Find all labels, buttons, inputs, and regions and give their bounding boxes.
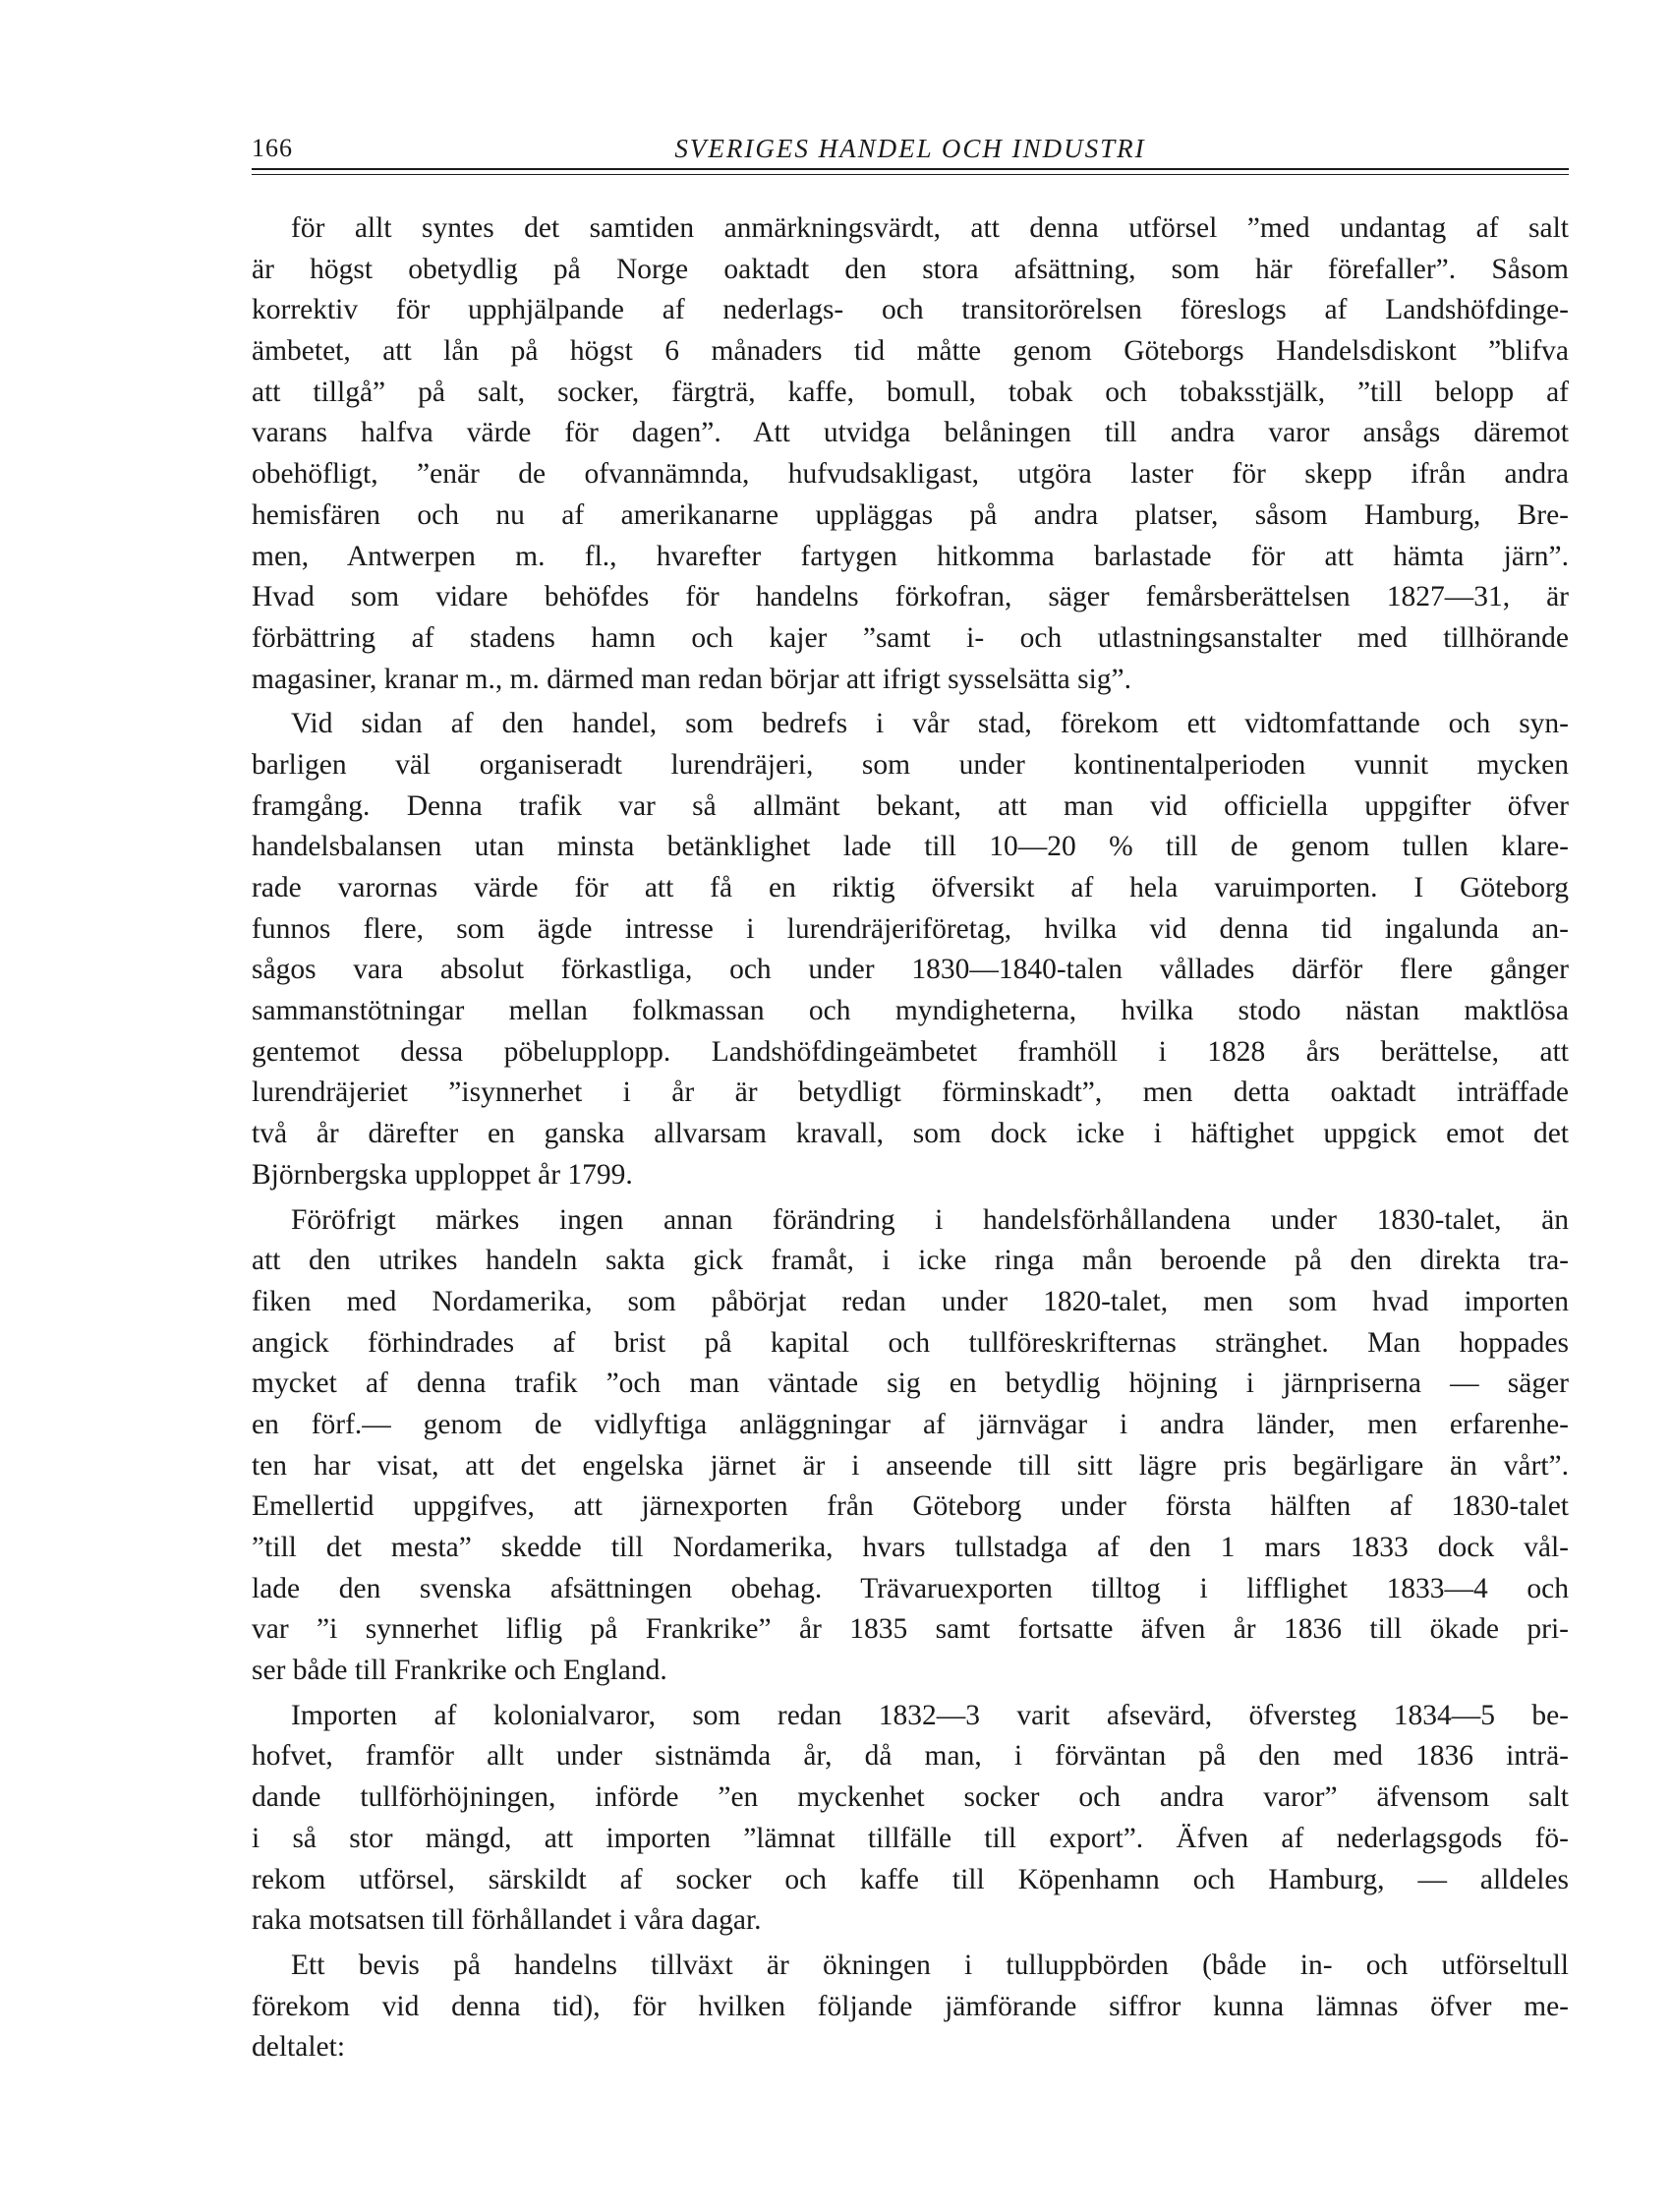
text-line: mycket af denna trafik ”och man väntade sig en betydlig höjning i järnpriserna — säger [252, 1368, 1569, 1400]
running-title: SVERIGES HANDEL OCH INDUSTRI [674, 134, 1146, 163]
text-line: fiken med Nordamerika, som påbörjat redan under 1820-talet, men som hvad importen [252, 1285, 1569, 1317]
text-line: för allt syntes det samtiden anmärkningsvärdt, att denna utförsel ”med undantag af salt [291, 212, 1569, 244]
page-number: 166 [252, 134, 293, 162]
paragraph [252, 704, 1569, 1195]
text-line: Hvad som vidare behöfdes för handelns förkofran, säger femårsberättelsen 1827—31, är [252, 581, 1569, 613]
text-line: deltalet: [252, 2031, 346, 2064]
text-line: rekom utförsel, särskildt af socker och kaffe till Köpenhamn och Hamburg, — alldeles [252, 1863, 1569, 1895]
paragraph [252, 1696, 1569, 1942]
text-line: sammanstötningar mellan folkmassan och myndigheterna, hvilka stodo nästan maktlösa [252, 995, 1569, 1027]
text-line: ser både till Frankrike och England. [252, 1655, 667, 1687]
paragraph [252, 1200, 1569, 1692]
text-line: Emellertid uppgifves, att järnexporten från Göteborg under första hälften af 1830-talet [252, 1490, 1569, 1523]
text-line: funnos flere, som ägde intresse i lurendräjeriföretag, hvilka vid denna tid ingalunda an- [252, 912, 1569, 945]
text-line: två år därefter en ganska allvarsam kravall, som dock icke i häftighet uppgick emot det [252, 1118, 1569, 1150]
text-line: Björnbergska upploppet år 1799. [252, 1158, 633, 1191]
header-rule-thick [252, 168, 1569, 170]
text-line: förekom vid denna tid), för hvilken följande jämförande siffror kunna lämnas öfver me- [252, 1990, 1569, 2022]
text-line: Ett bevis på handelns tillväxt är ökningen i tulluppbörden (både in- och utförseltull [291, 1949, 1569, 1981]
text-line: framgång. Denna trafik var så allmänt bekant, att man vid officiella uppgifter öfver [252, 789, 1569, 822]
text-line: hofvet, framför allt under sistnämda år, då man, i förväntan på den med 1836 inträ- [252, 1740, 1569, 1773]
text-line: lurendräjeriet ”isynnerhet i år är betydligt förminskadt”, men detta oaktadt inträffade [252, 1077, 1569, 1109]
text-line: ämbetet, att lån på högst 6 månaders tid måtte genom Göteborgs Handelsdiskont ”blifva [252, 335, 1569, 368]
text-line: i så stor mängd, att importen ”lämnat tillfälle till export”. Äfven af nederlagsgods fö- [252, 1822, 1569, 1854]
text-line: är högst obetydlig på Norge oaktadt den stora afsättning, som här förefaller”. Såsom [252, 253, 1569, 285]
text-line: magasiner, kranar m., m. därmed man redan börjar att ifrigt sysselsätta sig”. [252, 663, 1131, 695]
text-line: barligen väl organiseradt lurendräjeri, som under kontinentalperioden vunnit mycken [252, 748, 1569, 781]
paragraph [252, 208, 1569, 700]
text-line: rade varornas värde för att få en riktig öfversikt af hela varuimporten. I Göteborg [252, 872, 1569, 903]
text-line: obehöfligt, ”enär de ofvannämnda, hufvudsakligast, utgöra laster för skepp ifrån andra [252, 458, 1569, 491]
text-line: hemisfären och nu af amerikanarne uppläggas på andra platser, såsom Hamburg, Bre- [252, 498, 1569, 531]
text-line: dande tullförhöjningen, införde ”en myckenhet socker och andra varor” äfvensom salt [252, 1781, 1569, 1814]
text-line: en förf.— genom de vidlyftiga anläggningar af järnvägar i andra länder, men erfarenhe- [252, 1408, 1569, 1440]
text-line: handelsbalansen utan minsta betänklighet lade till 10—20 % till de genom tullen klare- [252, 831, 1569, 863]
text-line: men, Antwerpen m. fl., hvarefter fartygen hitkomma barlastade för att hämta järn”. [252, 540, 1569, 572]
text-line: angick förhindrades af brist på kapital och tullföreskrifternas stränghet. Man hoppades [252, 1326, 1569, 1359]
text-line: Importen af kolonialvaror, som redan 1832—3 varit afsevärd, öfversteg 1834—5 be- [291, 1699, 1569, 1731]
text-line: korrektiv för upphjälpande af nederlags- och transitorörelsen föreslogs af Landshöfdinge- [252, 294, 1569, 326]
text-line: varans halfva värde för dagen”. Att utvidga belåningen till andra varor ansågs däremot [252, 417, 1569, 449]
text-line: sågos vara absolut förkastliga, och under 1830—1840-talen vållades därför flere gånger [252, 954, 1569, 986]
text-line: ”till det mesta” skedde till Nordamerika, hvars tullstadga af den 1 mars 1833 dock vål- [252, 1532, 1569, 1563]
paragraph [252, 1946, 1569, 2068]
body-text [252, 208, 1569, 2068]
text-line: lade den svenska afsättningen obehag. Trävaruexporten tilltog i lifflighet 1833—4 och [252, 1572, 1569, 1604]
text-line: förbättring af stadens hamn och kajer ”samt i- och utlastningsanstalter med tillhörande [252, 621, 1569, 654]
text-line: ten har visat, att det engelska järnet är i anseende till sitt lägre pris begärligare än vårt”. [252, 1449, 1569, 1482]
text-line: Vid sidan af den handel, som bedrefs i vår stad, förekom ett vidtomfattande och syn- [291, 708, 1569, 740]
text-line: var ”i synnerhet liflig på Frankrike” år 1835 samt fortsatte äfven år 1836 till ökade pri- [252, 1613, 1569, 1646]
running-head [252, 126, 1569, 165]
header-rule-thin [252, 174, 1569, 175]
text-line: Föröfrigt märkes ingen annan förändring i handelsförhållandena under 1830-talet, än [291, 1203, 1569, 1236]
text-line: att tillgå” på salt, socker, färgträ, kaffe, bomull, tobak och tobaksstjälk, ”till belopp af [252, 376, 1569, 408]
text-line: gentemot dessa pöbelupplopp. Landshöfdingeämbetet framhöll i 1828 års berättelse, att [252, 1035, 1569, 1068]
text-line: att den utrikes handeln sakta gick framåt, i icke ringa mån beroende på den direkta tra- [252, 1245, 1569, 1277]
text-line: raka motsatsen till förhållandet i våra dagar. [252, 1904, 762, 1937]
